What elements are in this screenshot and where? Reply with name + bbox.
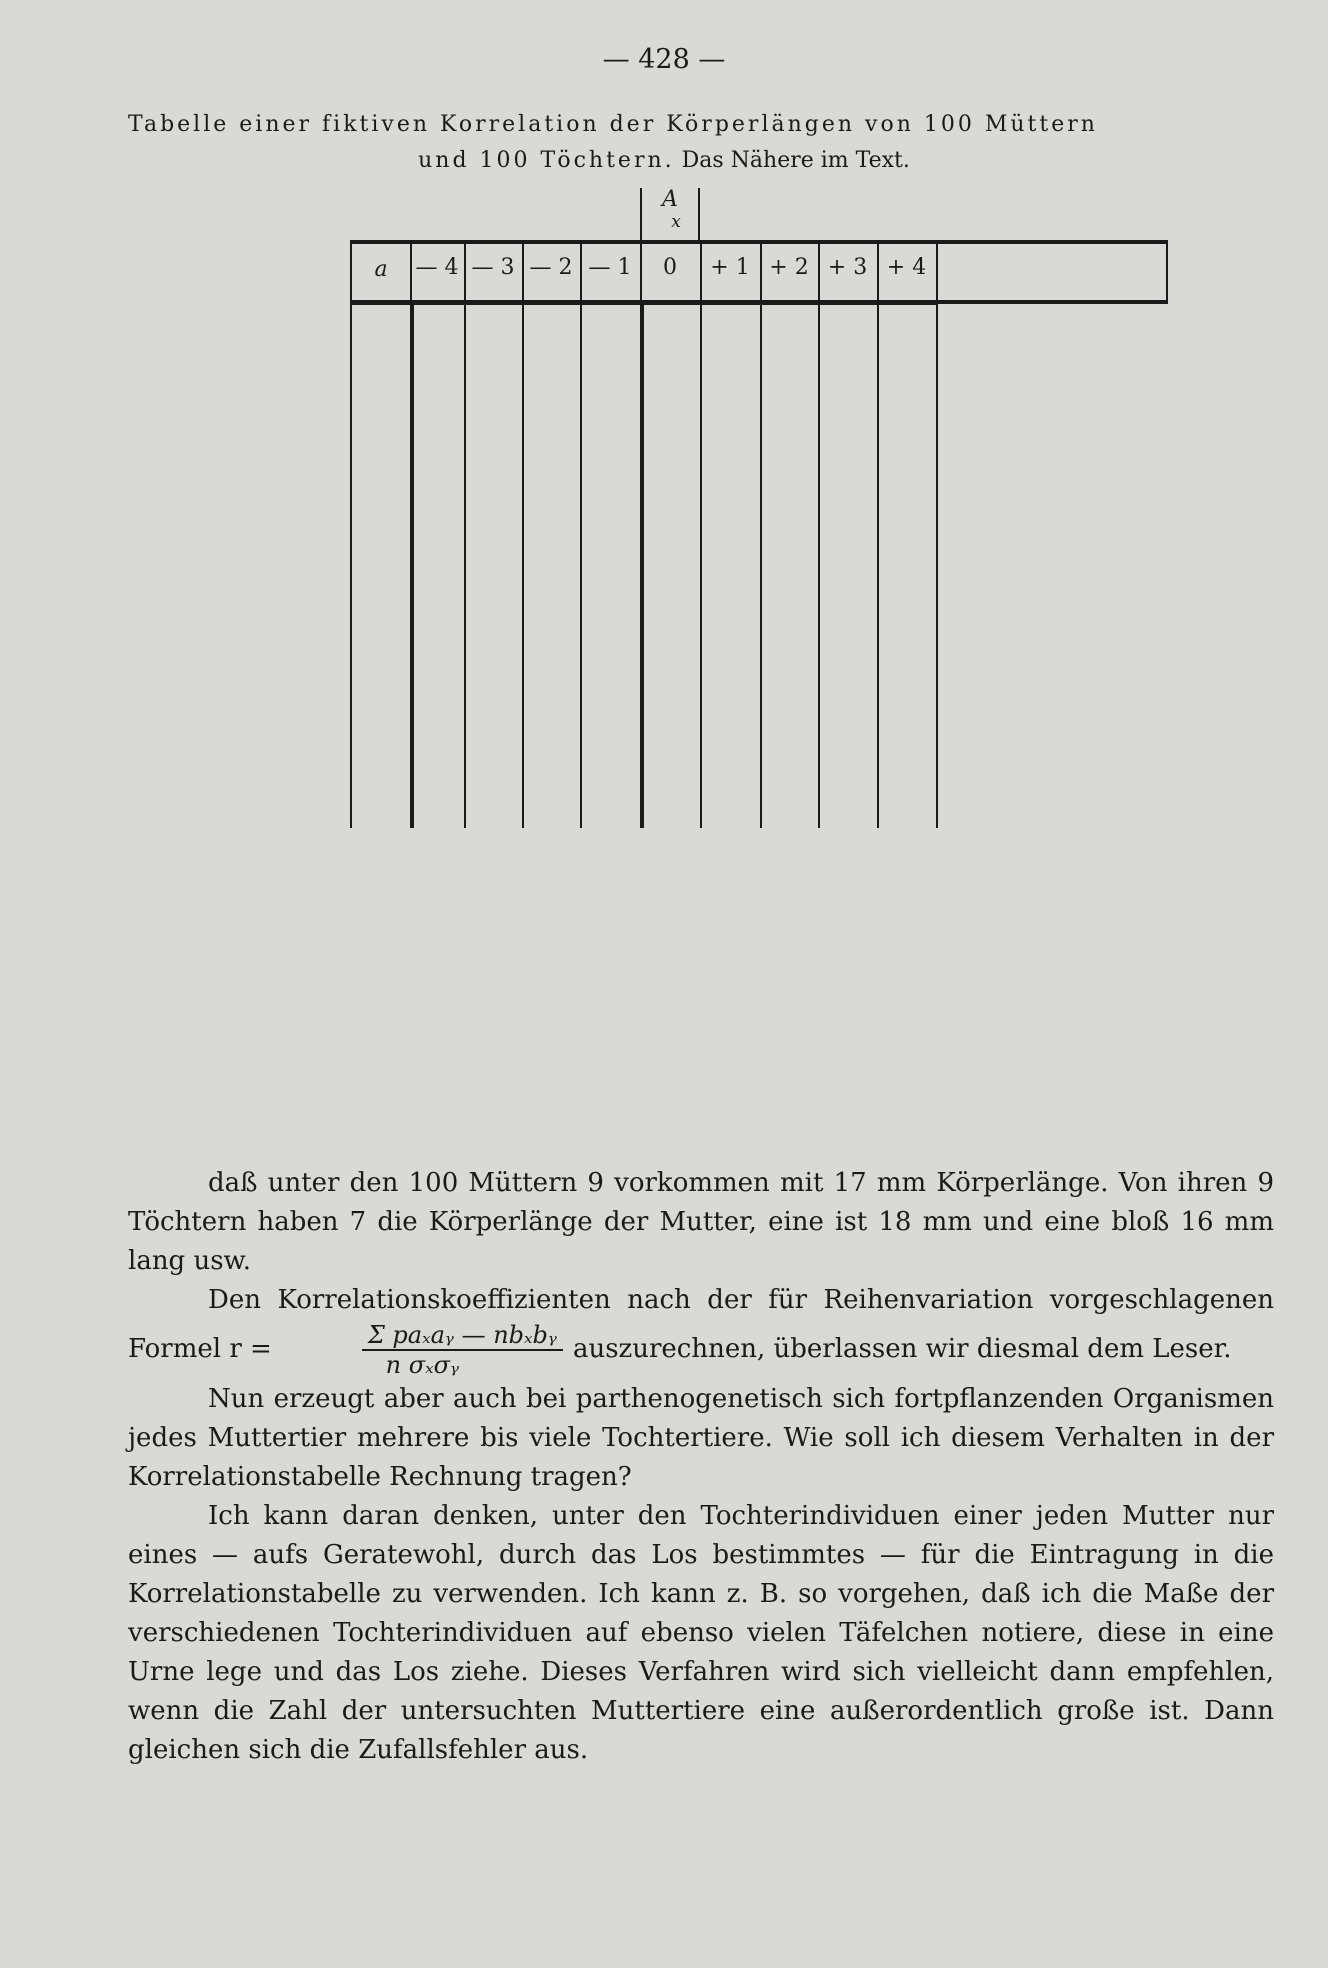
grid-vline: [818, 303, 820, 828]
grid-vline: [760, 303, 762, 828]
header-top-border: [350, 240, 1168, 244]
ax-box-right: [698, 188, 700, 240]
paragraph-3: Nun erzeugt aber auch bei parthenogenetisch sich fortpflanzenden Organismen jedes Muttertier mehrere bis viele Tochtertiere. Wie soll ich diesem Verhalten in der Korrelationstabelle Rechnung tragen?: [128, 1384, 1274, 1492]
col-head-divider: [760, 240, 762, 300]
paragraph-4: Ich kann daran denken, unter den Tochterindividuen einer jeden Mutter nur eines — aufs Geratewohl, durch das Los bestimmtes — für die Eintragung in die Korrelationstabelle zu verwenden. Ich kann z. B. so vorgehen, daß ich die Maße der verschiedenen Tochterindividuen auf ebenso vielen Täfelchen notiere, diese in eine Urne lege und das Los ziehe. Dieses Verfahren wird sich vielleicht dann empfehlen, wenn die Zahl der untersuchten Muttertiere eine außerordentlich große ist. Dann gleichen sich die Zufallsfehler aus.: [128, 1501, 1274, 1765]
grid-vline: [522, 303, 524, 828]
col-head-divider: [464, 240, 466, 300]
header-right-border: [1166, 240, 1168, 300]
col-head-divider: [700, 240, 702, 300]
col-head: — 4: [415, 255, 459, 280]
col-head-divider: [640, 240, 642, 300]
ax-label: A: [662, 187, 678, 212]
paragraph-2-end: auszurechnen, überlassen wir diesmal dem Leser.: [572, 1334, 1232, 1364]
body-text: [128, 1164, 1274, 1770]
col-head-divider: [877, 240, 879, 300]
col-head-divider: [580, 240, 582, 300]
formula-denominator: n σₓσᵧ: [385, 1351, 460, 1379]
row-head-left: [350, 303, 352, 828]
page-number: — 428 —: [602, 44, 726, 75]
paragraph-1: daß unter den 100 Müttern 9 vorkommen mit 17 mm Körperlänge. Von ihren 9 Töchtern haben 7 die Körperlänge der Mutter, eine ist 18 mm und eine bloß 16 mm lang usw.: [128, 1168, 1274, 1276]
grid-vline: [580, 303, 582, 828]
grid-hline: [350, 303, 936, 305]
col-head: + 3: [827, 255, 868, 280]
grid-vline: [936, 303, 938, 828]
grid-vline: [640, 303, 644, 828]
grid-vline: [877, 303, 879, 828]
caption-rest-text: Das Nähere im Text.: [674, 148, 910, 173]
col-head: + 4: [886, 255, 927, 280]
ax-box-left: [640, 188, 642, 240]
table-caption-line1: Tabelle einer fiktiven Korrelation der Körperlängen von 100 Müttern: [128, 112, 1098, 137]
col-head-divider: [818, 240, 820, 300]
grid-vline: [700, 303, 702, 828]
col-head-divider: [410, 240, 412, 300]
col-head-divider: [522, 240, 524, 300]
formula-numerator: Σ paₓaᵧ — nbₓbᵧ: [362, 1321, 563, 1351]
corner-a-label: a: [374, 257, 388, 282]
ax-sub: x: [671, 212, 681, 232]
grid-vline: [464, 303, 466, 828]
col-head: — 2: [529, 255, 573, 280]
paragraph-2-start: Den Korrelationskoeffizienten nach der für Reihenvariation vorgeschlagenen Formel r =: [128, 1285, 1274, 1364]
grid-vline: [410, 303, 414, 828]
col-head: + 2: [769, 255, 809, 280]
col-head-divider: [936, 240, 938, 300]
col-head: 0: [663, 255, 677, 280]
col-head: + 1: [710, 255, 750, 280]
col-head: — 1: [588, 255, 632, 280]
paragraph-2: [128, 1281, 1274, 1380]
correlation-formula: [282, 1320, 563, 1380]
col-head: — 3: [471, 255, 515, 280]
caption-spaced-text: und 100 Töchtern.: [418, 148, 675, 173]
